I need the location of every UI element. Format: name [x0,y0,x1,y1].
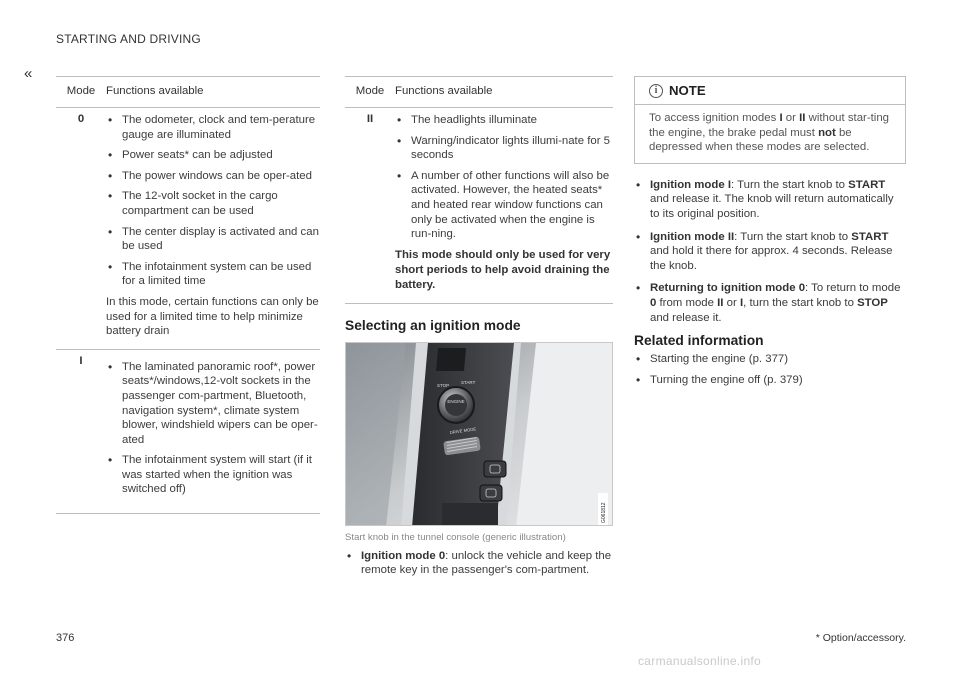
list-item: • Warning/indicator lights illumi-nate for 5 seconds [395,134,613,163]
image-code: G061812 [601,502,607,523]
functions-cell [106,108,320,350]
list-item: • The 12-volt socket in the cargo compartment can be used [106,189,320,218]
mode-cell: II [345,108,395,304]
related-link-starting-engine[interactable]: • Starting the engine (p. 377) [634,352,906,367]
start-knob-image [345,342,613,526]
note-body: To access ignition modes I or II without star-ting the engine, the brake pedal must not be depressed when these modes are selected. [649,112,889,154]
mode-cell: I [56,349,106,513]
knob-label-start: START [461,379,476,385]
ignition-mode-table-2 [345,76,613,304]
list-item: • The laminated panoramic roof*, power seats*/windows,12-volt sockets in the passenger com-partment, Bluetooth, navigation system*, climate system blower, windshield wipers can be oper-ated [106,360,320,448]
mode-header: Mode [345,77,395,108]
functions-header: Functions available [395,77,613,108]
list-item: • The headlights illuminate [395,113,613,128]
page-number: 376 [56,632,75,644]
functions-header: Functions available [106,77,320,108]
column-middle [345,76,613,578]
related-link-turning-off-engine[interactable]: • Turning the engine off (p. 379) [634,373,906,388]
column-left [56,76,320,514]
list-item: • The odometer, clock and tem-perature gauge are illuminated [106,113,320,142]
list-item: • Ignition mode II: Turn the start knob to START and hold it there for approx. 4 seconds. Release the knob. [634,230,906,274]
mode-note: In this mode, certain functions can only be used for a limited time to help minimize battery drain [106,295,319,338]
list-item: • A number of other functions will also be activated. However, the heated seats* and heated rear window functions can only be activated when the engine is run-ning. [395,169,613,242]
list-item: • The infotainment system can be used for a limited time [106,260,320,289]
mode-header: Mode [56,77,106,108]
list-item: • Returning to ignition mode 0: To return to mode 0 from mode II or I, turn the start knob to STOP and release it. [634,281,906,325]
info-icon: i [649,84,663,98]
mode-cell: 0 [56,108,106,350]
note-box [634,76,906,164]
related-links [634,352,906,387]
list-item: • The infotainment system will start (if it was started when the ignition was switched off) [106,453,320,497]
related-information-title: Related information [634,333,764,349]
back-arrow-icon[interactable]: « [24,65,30,82]
ignition-mode-0-instruction [345,549,613,578]
table-row [56,108,320,350]
ignition-steps [634,178,906,325]
drive-mode-label: DRIVE MODE [449,426,477,435]
selecting-title: Selecting an ignition mode [345,317,521,333]
list-item: • Power seats* can be adjusted [106,148,320,163]
knob-label-engine: ENGINE [447,398,465,404]
list-item: • The center display is activated and can be used [106,225,320,254]
parking-brake-button-icon [484,461,506,477]
ignition-mode-table-1 [56,76,320,514]
list-item: • Ignition mode 0: unlock the vehicle and keep the remote key in the passenger's com-partment. [345,549,613,578]
section-title: STARTING AND DRIVING [56,32,201,46]
list-item: • Ignition mode I: Turn the start knob to START and release it. The knob will return automatically to its original position. [634,178,906,222]
battery-warning: This mode should only be used for very short periods to help avoid draining the battery. [395,248,611,291]
footnote: * Option/accessory. [815,632,906,644]
list-item: • The power windows can be oper-ated [106,169,320,184]
knob-label-stop: STOP [437,382,450,388]
column-right [634,76,906,393]
functions-cell [106,349,320,513]
table-row [56,349,320,513]
watermark: carmanualsonline.info [638,654,762,668]
auto-hold-button-icon [480,485,502,501]
table-row [345,108,613,304]
note-title: NOTE [669,83,706,98]
functions-cell [395,108,613,304]
image-caption: Start knob in the tunnel console (generic illustration) [345,531,566,543]
